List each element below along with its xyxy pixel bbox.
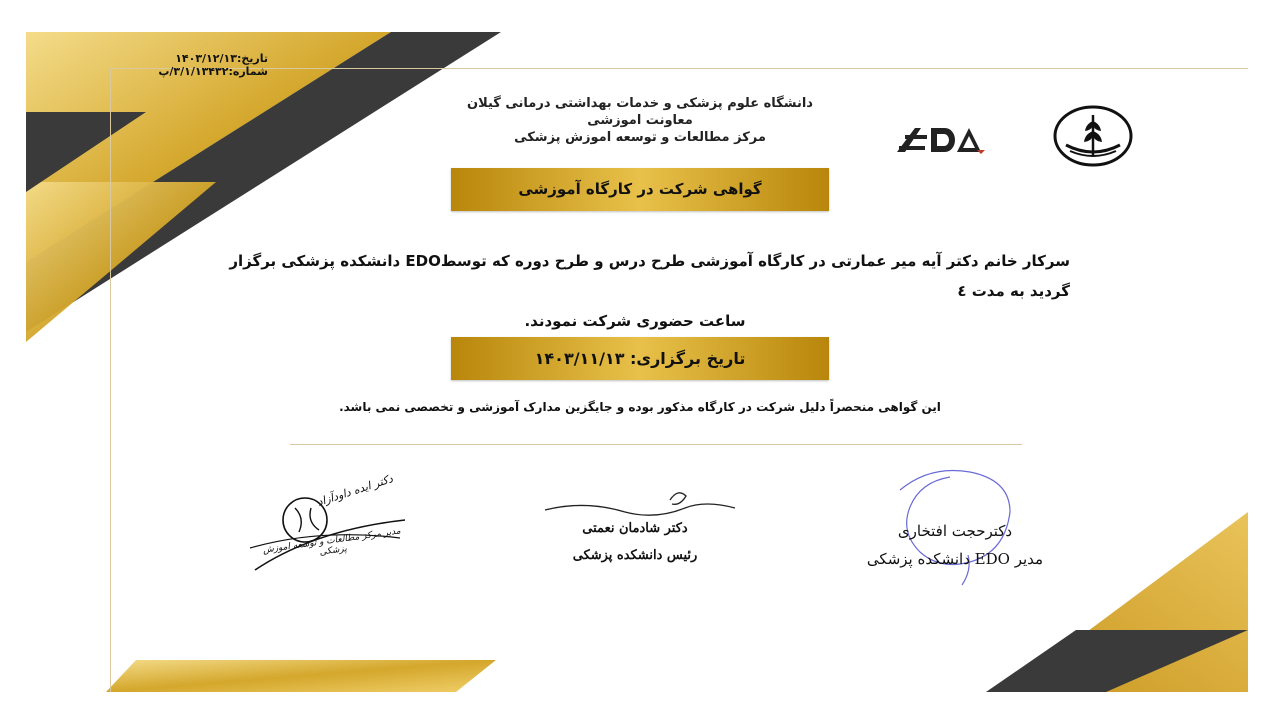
body-line-1: سرکار خانم دکتر آیه میر عمارتی در کارگاه آموزشی طرح درس و طرح دوره که توسطEDO دانشکده پزشکی برگزار گردید به مدت ٤ [229,252,1070,300]
signature-1-role: مدیر EDO دانشکده پزشکی [866,550,1044,568]
certificate-body [200,246,1070,336]
date-label: تاریخ:۱۴۰۳/۱۲/۱۳ [175,52,268,65]
university-header [420,95,860,146]
held-date: تاریخ برگزاری: ۱۴۰۳/۱۱/۱۳ [451,337,829,380]
signature-1 [855,517,1055,573]
date-number-block [138,52,268,78]
edo-logo-icon [895,124,987,154]
number-label: شماره:۳/۱/۱۳۴۳۲/پ [158,65,268,78]
university-name: دانشگاه علوم پزشکی و خدمات بهداشتی درمانی گیلان [467,96,813,111]
center-name: مرکز مطالعات و توسعه اموزش پزشکی [514,130,766,145]
signature-2-role: رئیس دانشکده پزشکی [572,548,698,563]
university-emblem-icon [1052,105,1134,167]
signature-3-name: دکتر ایده داودآزاد [315,472,395,509]
signature-1-name: دکترحجت افتخاری [897,522,1013,540]
signature-2 [535,515,735,569]
body-line-2: ساعت حضوری شرکت نمودند. [524,312,746,330]
divider [290,444,1022,445]
signature-2-name: دکتر شادمان نعمتی [582,521,688,536]
signature-3-role: مدیر مرکز مطالعات و توسعه اموزش پزشکی [262,526,402,558]
certificate-note: این گواهی منحصراً دلیل شرکت در کارگاه مذکور بوده و جایگزین مدارک آموزشی و تخصصی نمی باشد. [339,400,941,414]
deputy-name: معاونت اموزشی [587,113,693,128]
certificate-title: گواهی شرکت در کارگاه آموزشی [451,168,829,211]
